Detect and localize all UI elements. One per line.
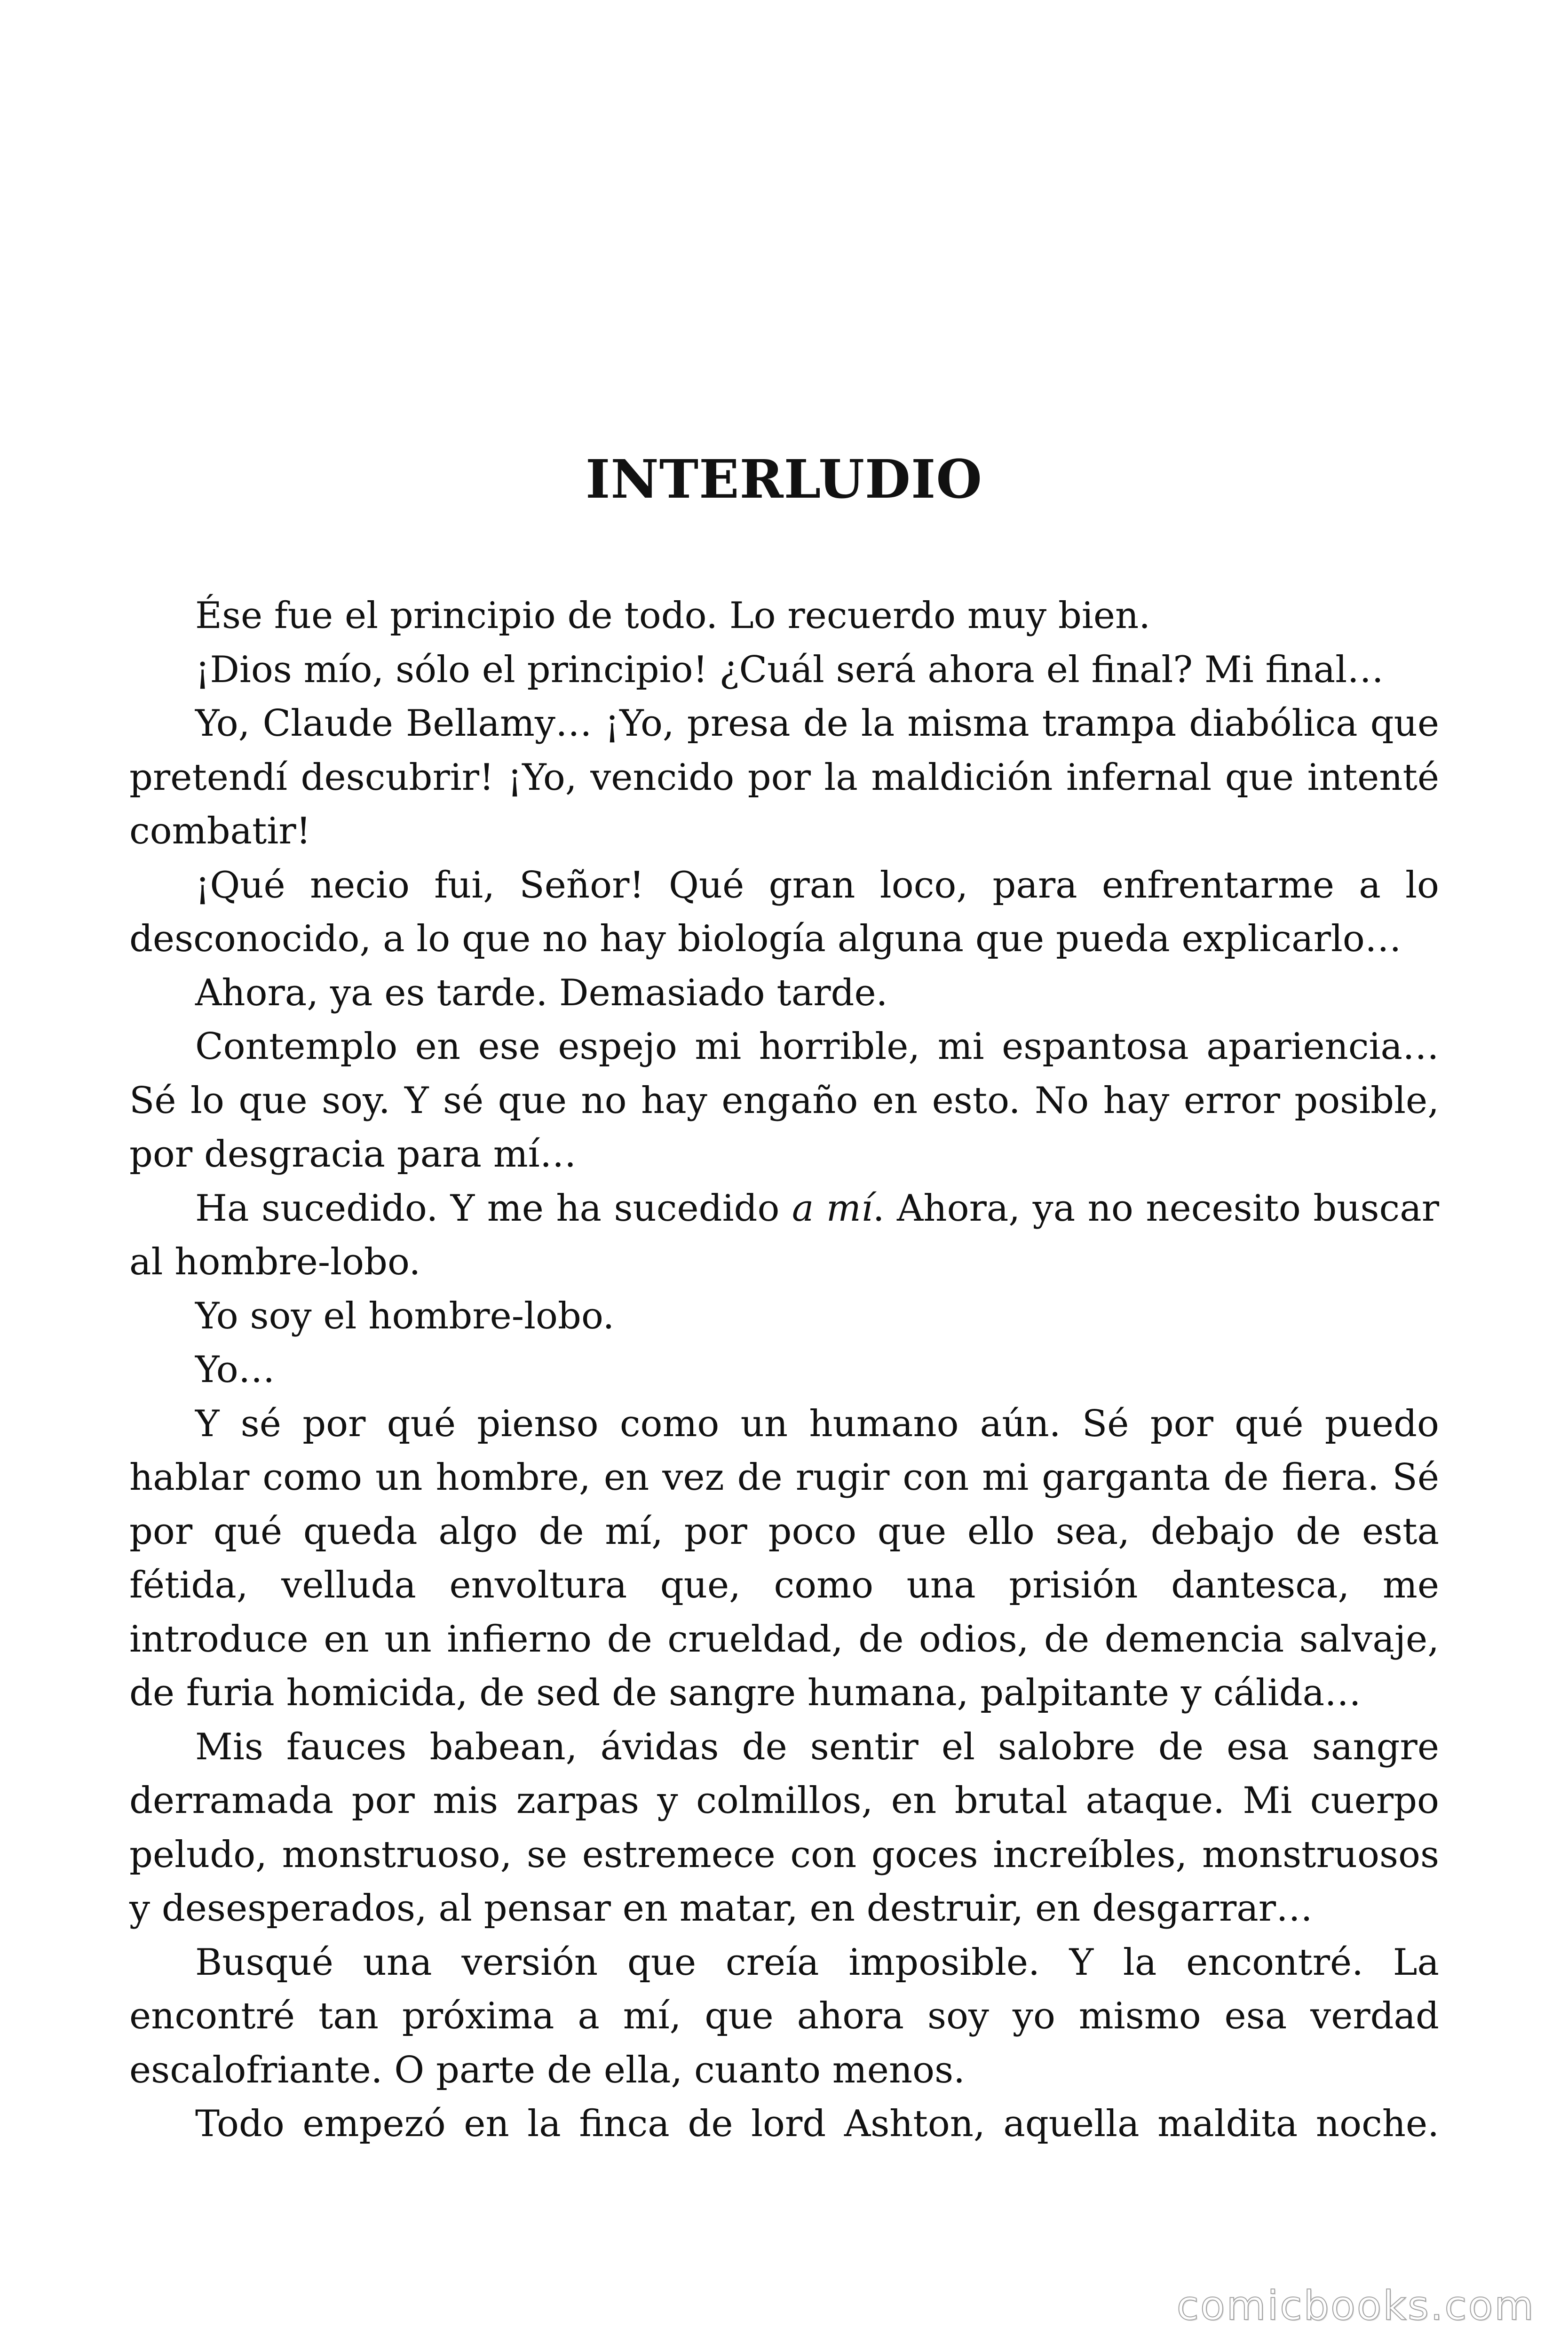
paragraph-3: Yo, Claude Bellamy… ¡Yo, presa de la misma trampa diabólica que pretendí descubrir! ¡Yo, vencido por la maldición infernal que intenté combatir! (129, 702, 1439, 852)
paragraph-8: Yo soy el hombre-lobo. (195, 1295, 615, 1337)
paragraph-7-end: . Ahora, ya no necesito buscar al hombre-lobo. (129, 1187, 1439, 1283)
paragraph-2: ¡Dios mío, sólo el principio! ¿Cuál será ahora el final? Mi final… (195, 648, 1384, 691)
paragraph-9: Yo… (195, 1349, 275, 1391)
paragraph-13: Todo empezó en la finca de lord Ashton, aquella maldita noche. (195, 2103, 1439, 2145)
paragraph-7-italic: a mí (792, 1187, 873, 1230)
paragraph-5: Ahora, ya es tarde. Demasiado tarde. (195, 971, 888, 1014)
chapter-body (129, 589, 1439, 2151)
paragraph-1: Ése fue el principio de todo. Lo recuerdo muy bien. (195, 595, 1151, 637)
paragraph-7-start: Ha sucedido. Y me ha sucedido (195, 1187, 792, 1230)
paragraph-11: Mis fauces babean, ávidas de sentir el salobre de esa sangre derramada por mis zarpas y colmillos, en brutal ataque. Mi cuerpo peludo, monstruoso, se estremece con goces increíbles, monstruosos y desesperados, al pensar en matar, en destruir, en desgarrar… (129, 1725, 1439, 1930)
paragraph-4: ¡Qué necio fui, Señor! Qué gran loco, para enfrentarme a lo desconocido, a lo que no hay biología alguna que pueda explicarlo… (129, 864, 1439, 960)
paragraph-10: Y sé por qué pienso como un humano aún. Sé por qué puedo hablar como un hombre, en vez de rugir con mi garganta de fiera. Sé por qué queda algo de mí, por poco que ello sea, debajo de esta fétida, velluda envoltura que, como una prisión dantesca, me introduce en un infierno de crueldad, de odios, de demencia salvaje, de furia homicida, de sed de sangre humana, palpitante y cálida… (129, 1402, 1439, 1714)
paragraph-7 (129, 1182, 1439, 1289)
paragraph-12: Busqué una versión que creía imposible. Y la encontré. La encontré tan próxima a mí, que ahora soy yo mismo esa verdad escalofriante. O parte de ella, cuanto menos. (129, 1941, 1439, 2091)
chapter-title: INTERLUDIO (586, 449, 982, 510)
paragraph-6: Contemplo en ese espejo mi horrible, mi espantosa apariencia… Sé lo que soy. Y sé que no hay engaño en esto. No hay error posible, por desgracia para mí… (129, 1025, 1439, 1176)
watermark: comicbooks.com (1176, 2282, 1535, 2329)
